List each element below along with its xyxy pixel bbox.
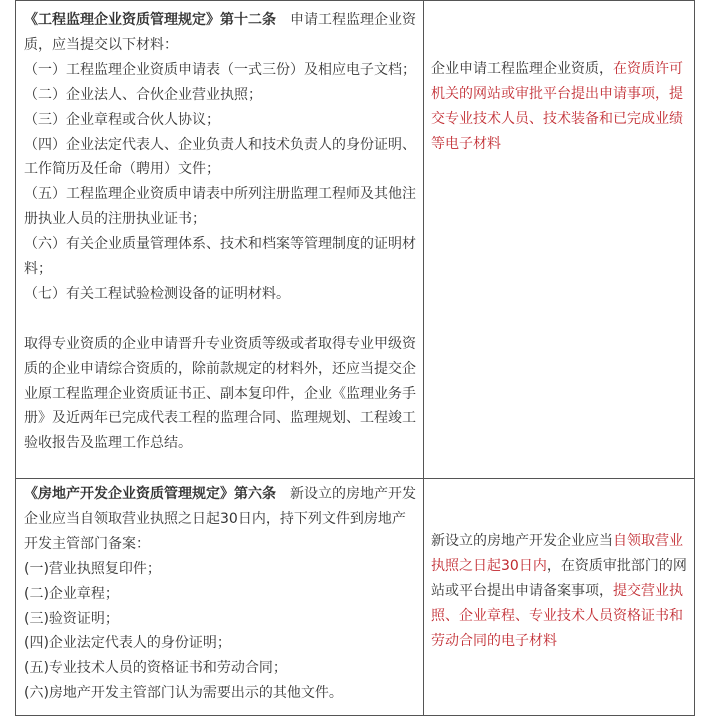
reform-text: ，在资质审批部门的网站或平台提出申请备案事项， xyxy=(431,558,687,599)
list-item: （三）企业章程或合伙人协议； xyxy=(24,111,220,128)
paragraph-spacer xyxy=(24,307,417,332)
reform-highlight: 提交营业执照、企业章程、专业技术人员资格证书和劳动合同的电子材料 xyxy=(431,583,683,649)
table-row xyxy=(16,479,695,716)
regulation-cell xyxy=(16,1,424,479)
reform-cell xyxy=(424,479,695,716)
reform-paragraph xyxy=(431,57,689,157)
closing-paragraph: 取得专业资质的企业申请晋升专业资质等级或者取得专业甲级资质的企业申请综合资质的，除前款规定的材料外，还应当提交企业原工程监理企业资质证书正、副本复印件，企业《监理业务手册》及近两年已完成代表工程的监理合同、监理规划、工程竣工验收报告及监理工作总结。 xyxy=(24,335,416,452)
list-item: (六)房地产开发主管部门认为需要出示的其他文件。 xyxy=(24,685,343,702)
article-intro: 申请工程监理企业资质，应当提交以下材料： xyxy=(24,12,416,53)
reform-highlight: 自领取营业执照之日起30日内 xyxy=(431,533,683,574)
article-intro: 新设立的房地产开发企业应当自领取营业执照之日起30日内，持下列文件到房地产开发主管部门备案： xyxy=(24,486,416,552)
list-item: (五)专业技术人员的资格证书和劳动合同； xyxy=(24,660,287,677)
list-item: (一)营业执照复印件； xyxy=(24,560,161,577)
article-paragraph xyxy=(24,8,417,58)
list-item: (四)企业法定代表人的身份证明； xyxy=(24,635,231,652)
reform-paragraph xyxy=(431,529,689,654)
list-item: （五）工程监理企业资质申请表中所列注册监理工程师及其他注册执业人员的注册执业证书； xyxy=(24,186,416,228)
reform-text: 新设立的房地产开发企业应当 xyxy=(431,533,613,549)
list-item: （七）有关工程试验检测设备的证明材料。 xyxy=(24,285,290,302)
list-item: (三)验资证明； xyxy=(24,610,119,627)
list-item: （四）企业法定代表人、企业负责人和技术负责人的身份证明、工作简历及任命（聘用）文件； xyxy=(24,136,416,178)
reform-highlight: 在资质许可机关的网站或审批平台提出申请事项，提交专业技术人员、技术装备和已完成业绩等电子材料 xyxy=(431,61,683,152)
article-paragraph xyxy=(24,482,417,557)
reform-cell xyxy=(424,1,695,479)
regulation-cell xyxy=(16,479,424,716)
table-row xyxy=(16,1,695,479)
list-item: (二)企业章程； xyxy=(24,585,119,602)
list-item: （六）有关企业质量管理体系、技术和档案等管理制度的证明材料； xyxy=(24,236,416,278)
list-item: （二）企业法人、合伙企业营业执照； xyxy=(24,86,262,103)
list-item: （一）工程监理企业资质申请表（一式三份）及相应电子文档； xyxy=(24,61,416,78)
article-heading: 《房地产开发企业资质管理规定》第六条 xyxy=(24,486,276,502)
article-heading: 《工程监理企业资质管理规定》第十二条 xyxy=(24,12,276,28)
reform-text: 企业申请工程监理企业资质， xyxy=(431,61,613,77)
comparison-table xyxy=(15,0,695,716)
